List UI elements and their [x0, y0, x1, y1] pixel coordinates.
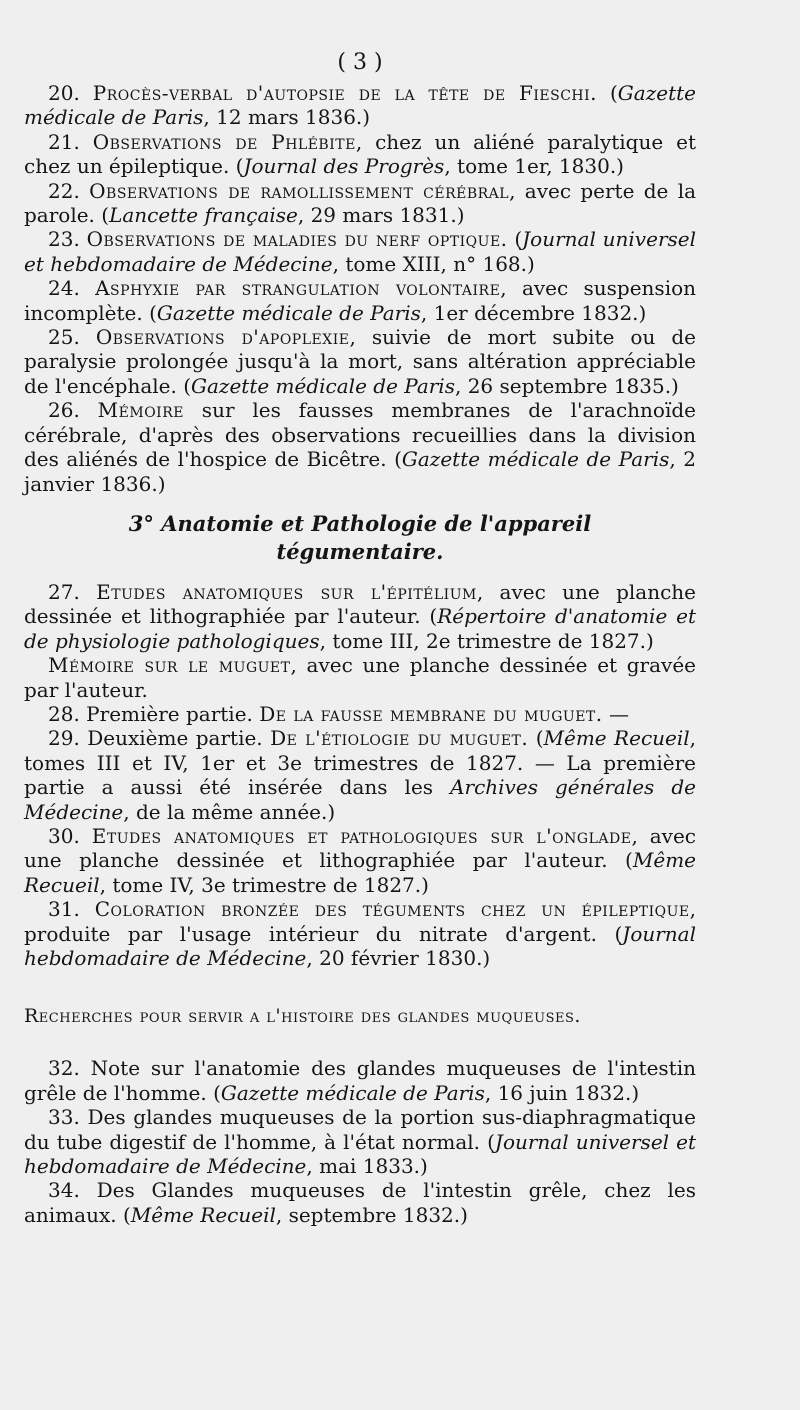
- entry-24: 24. Asphyxie par strangulation volontaire, avec suspension incomplète. (Gazette médicale de Paris, 1er décembre 1832.): [24, 276, 697, 325]
- entry-25: 25. Observations d'apoplexie, suivie de mort subite ou de paralysie prolongée jusqu'à la mort, sans altération appréciable de l'encéphale. (Gazette médicale de Paris, 26 septembre 1835.): [24, 325, 696, 398]
- entry-21: 21. Observations de Phlébite, chez un aliéné paralytique et chez un épileptique. (Journal des Progrès, tome 1er, 1830.): [24, 129, 696, 179]
- entry-memoire-muguet: Mémoire sur le muguet, avec une planche dessinée et gravée par l'auteur.: [24, 653, 697, 702]
- entry-26: 26. Mémoire sur les fausses membranes de l'arachnoïde cérébrale, d'après des observations recueillies dans la division des aliénés de l'hospice de Bicêtre. (Gazette médicale de Paris, 2 janvier 1836.): [24, 398, 697, 496]
- section-heading: [24, 510, 696, 566]
- entry-30: 30. Etudes anatomiques et pathologiques sur l'onglade, avec une planche dessinée et lithographiée par l'auteur. (Même Recueil, tome IV, 3e trimestre de 1827.): [24, 823, 697, 897]
- entry-23: 23. Observations de maladies du nerf optique. (Journal universel et hebdomadaire de Médecine, tome XIII, n° 168.): [24, 227, 696, 276]
- entry-29: 29. Deuxième partie. De l'étiologie du muguet. (Même Recueil, tomes III et IV, 1er et 3e trimestres de 1827. — La première partie a aussi été insérée dans les Archives générales de Médecine, de la même année.): [24, 726, 697, 824]
- entry-33: 33. Des glandes muqueuses de la portion sus-diaphragmatique du tube digestif de l'homme, à l'état normal. (Journal universel et hebdomadaire de Médecine, mai 1833.): [24, 1105, 697, 1179]
- entry-20: 20. Procès-verbal d'autopsie de la tête de Fieschi. (Gazette médicale de Paris, 12 mars 1836.): [24, 81, 696, 130]
- entry-27: 27. Etudes anatomiques sur l'épitélium, avec une planche dessinée et lithographiée par l'auteur. (Répertoire d'anatomie et de physiologie pathologiques, tome III, 2e trimestre de 1827.): [24, 579, 696, 653]
- section-heading-line2: tégumentaire.: [276, 538, 444, 564]
- entry-31: 31. Coloration bronzée des téguments chez un épileptique, produite par l'usage intérieur du nitrate d'argent. (Journal hebdomadaire de Médecine, 20 février 1830.): [24, 897, 697, 970]
- entry-34: 34. Des Glandes muqueuses de l'intestin grêle, chez les animaux. (Même Recueil, septembre 1832.): [24, 1178, 696, 1227]
- entry-22: 22. Observations de ramollissement cérébral, avec perte de la parole. (Lancette française, 29 mars 1831.): [24, 178, 697, 228]
- page-number: ( 3 ): [337, 50, 383, 75]
- entry-32: 32. Note sur l'anatomie des glandes muqueuses de l'intestin grêle de l'homme. (Gazette médicale de Paris, 16 juin 1832.): [24, 1056, 696, 1105]
- entry-28: 28. Première partie. De la fausse membrane du muguet. —: [48, 701, 629, 726]
- subheading: Recherches pour servir a l'histoire des glandes muqueuses.: [24, 1005, 581, 1028]
- section-heading-line1: 3° Anatomie et Pathologie de l'appareil: [128, 510, 592, 536]
